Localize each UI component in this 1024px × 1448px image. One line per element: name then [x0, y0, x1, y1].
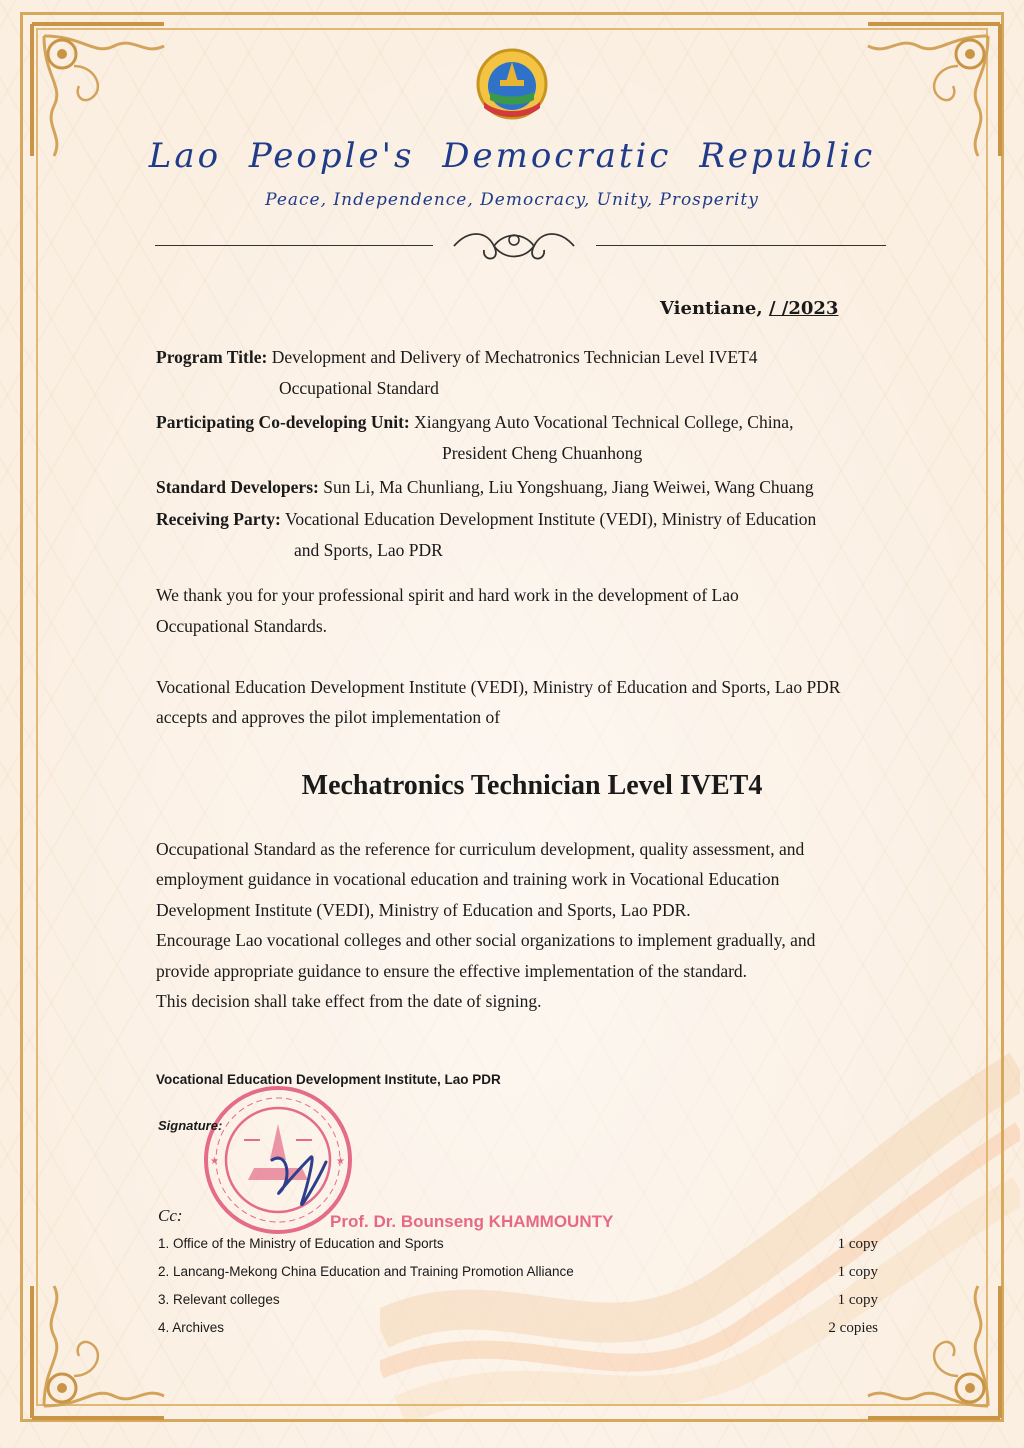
cc-item — [158, 1320, 878, 1335]
divider-ornament-icon — [448, 228, 580, 264]
standard-title: Mechatronics Technician Level IVET4 — [301, 770, 763, 801]
body-line-4: Encourage Lao vocational colleges and other social organizations to implement gradually, and — [156, 930, 816, 950]
receiving-party-label: Receiving Party: — [156, 509, 281, 529]
cc-item-copies: 1 copy — [837, 1264, 878, 1280]
receiving-party-field — [156, 504, 816, 535]
body-line-2: employment guidance in vocational education and training work in Vocational Education — [156, 869, 780, 889]
co-unit-label: Participating Co-developing Unit: — [156, 412, 410, 432]
program-title-value-cont: Occupational Standard — [279, 378, 439, 398]
body-line-1: Occupational Standard as the reference for curriculum development, quality assessment, and — [156, 839, 805, 859]
date-place: Vientiane, — [660, 298, 763, 319]
cc-item-copies: 1 copy — [837, 1292, 878, 1308]
cc-label: Cc: — [158, 1206, 183, 1225]
cc-item — [158, 1236, 878, 1251]
signer-name: Prof. Dr. Bounseng KHAMMOUNTY — [330, 1212, 614, 1231]
national-motto: Peace, Independence, Democracy, Unity, Prosperity — [265, 190, 759, 210]
cc-item-text: 1. Office of the Ministry of Education and Sports — [158, 1236, 444, 1251]
co-unit-field — [156, 407, 793, 438]
corner-ornament-bottom-right — [858, 1276, 1008, 1426]
corner-ornament-bottom-left — [24, 1276, 174, 1426]
body-line-5: provide appropriate guidance to ensure the effective implementation of the standard. — [156, 961, 748, 981]
developers-value: Sun Li, Ma Chunliang, Liu Yongshuang, Jiang Weiwei, Wang Chuang — [323, 477, 814, 497]
developers-label: Standard Developers: — [156, 477, 319, 497]
receiving-party-value-cont: and Sports, Lao PDR — [294, 540, 443, 560]
cc-item — [158, 1264, 878, 1279]
co-unit-value-cont: President Cheng Chuanhong — [442, 443, 643, 463]
program-title-label: Program Title: — [156, 347, 268, 367]
divider-line-right — [596, 245, 886, 246]
thanks-line-2: Occupational Standards. — [156, 616, 328, 636]
accepts-line-1: Vocational Education Development Institute (VEDI), Ministry of Education and Sports, Lao PDR — [156, 677, 841, 697]
institute-name: Vocational Education Development Institute, Lao PDR — [156, 1072, 501, 1087]
developers-field — [156, 472, 814, 503]
program-title-field — [156, 342, 758, 373]
date-value: / /2023 — [768, 298, 839, 319]
thanks-line-1: We thank you for your professional spirit and hard work in the development of Lao — [156, 585, 739, 605]
handwritten-signature — [258, 1140, 338, 1220]
svg-text:★: ★ — [336, 1156, 345, 1167]
signature-label: Signature: — [158, 1118, 223, 1133]
program-title-value: Development and Delivery of Mechatronics Technician Level IVET4 — [271, 347, 758, 367]
date-line — [660, 298, 890, 319]
cc-item-text: 2. Lancang-Mekong China Education and Training Promotion Alliance — [158, 1264, 574, 1279]
national-emblem-icon — [474, 46, 550, 122]
cc-item-text: 4. Archives — [158, 1320, 225, 1335]
cc-item-copies: 2 copies — [828, 1320, 878, 1336]
accepts-line-2: accepts and approves the pilot implementation of — [156, 707, 501, 727]
body-line-3: Development Institute (VEDI), Ministry of Education and Sports, Lao PDR. — [156, 900, 691, 920]
country-title: Lao People's Democratic Republic — [148, 136, 876, 176]
cc-item — [158, 1292, 878, 1307]
body-line-6: This decision shall take effect from the date of signing. — [156, 991, 542, 1011]
cc-item-copies: 1 copy — [837, 1236, 878, 1252]
receiving-party-value: Vocational Education Development Institute (VEDI), Ministry of Education — [284, 509, 817, 529]
divider-line-left — [155, 245, 433, 246]
co-unit-value: Xiangyang Auto Vocational Technical College, China, — [414, 412, 794, 432]
cc-item-text: 3. Relevant colleges — [158, 1292, 280, 1307]
svg-text:★: ★ — [210, 1156, 219, 1167]
